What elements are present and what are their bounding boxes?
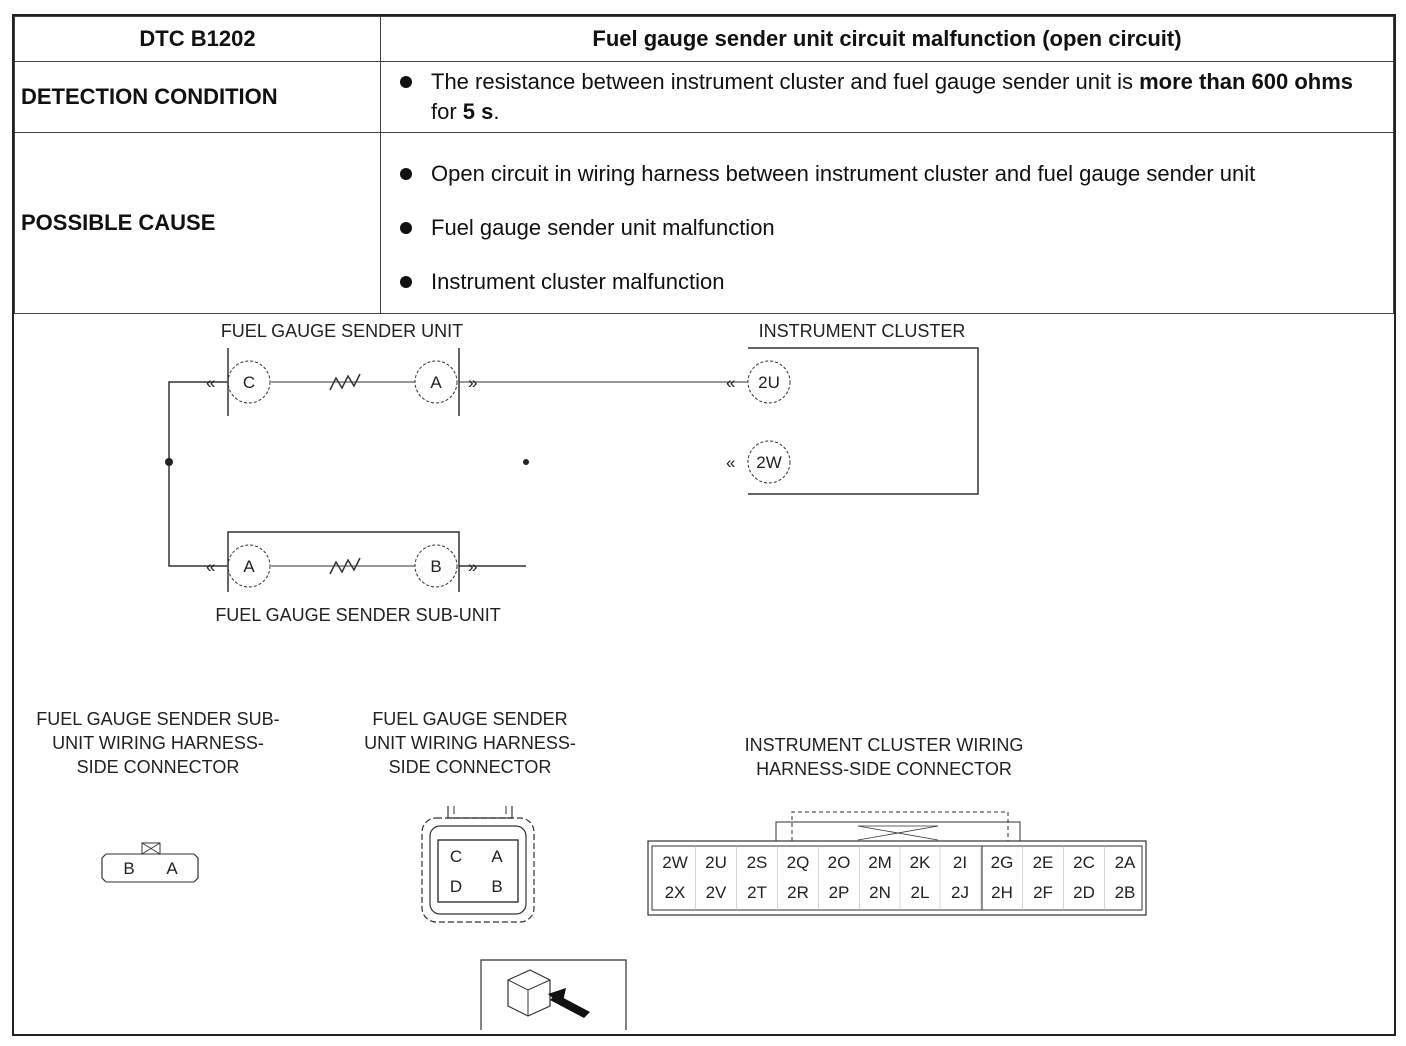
cluster-connector-pin: 2Q [786, 853, 810, 872]
cluster-connector-pin: 2F [1033, 883, 1053, 902]
chevron-left-icon: « [206, 557, 216, 576]
cause-item: Open circuit in wiring harness between instrument cluster and fuel gauge sender unit [431, 159, 1377, 189]
sender-connector-pin-c: C [449, 847, 463, 866]
cause-item: Fuel gauge sender unit malfunction [431, 213, 1377, 243]
stray-dot [523, 459, 529, 465]
sub-pin-a-label: A [243, 557, 255, 576]
cluster-label: INSTRUMENT CLUSTER [758, 321, 966, 341]
cluster-connector-title-line: HARNESS-SIDE CONNECTOR [756, 759, 1012, 779]
chevron-left-icon: « [726, 453, 736, 472]
cause-item: Instrument cluster malfunction [431, 267, 1377, 297]
detection-label: DETECTION CONDITION [15, 62, 381, 133]
cluster-connector-pin: 2O [827, 853, 851, 872]
cluster-connector-pin: 2J [951, 883, 969, 902]
cluster-pin-2w-label: 2W [756, 453, 782, 472]
chevron-left-icon: « [726, 373, 736, 392]
detection-text-b: for [431, 99, 463, 124]
dtc-code: DTC B1202 [15, 17, 381, 62]
sub-unit-label: FUEL GAUGE SENDER SUB-UNIT [215, 605, 501, 625]
sub-connector-title-line: SIDE CONNECTOR [76, 757, 240, 777]
sender-connector-pin-a: A [491, 847, 503, 866]
sender-pin-c-label: C [242, 373, 256, 392]
sender-connector-title-line: SIDE CONNECTOR [388, 757, 552, 777]
cluster-pin-2u-label: 2U [758, 373, 780, 392]
cluster-connector-pin: 2U [705, 853, 727, 872]
sender-unit-label: FUEL GAUGE SENDER UNIT [220, 321, 464, 341]
detection-bold-a: more than 600 ohms [1139, 69, 1354, 94]
cluster-connector-pin: 2M [868, 853, 892, 872]
cluster-connector-pin: 2R [787, 883, 809, 902]
cluster-connector-pin: 2I [952, 853, 968, 872]
sender-connector-pin-b: B [491, 877, 503, 896]
wire-junction-dot [165, 458, 173, 466]
cluster-connector-pin: 2N [869, 883, 891, 902]
cluster-connector-pin: 2K [909, 853, 931, 872]
sub-connector-title-line: FUEL GAUGE SENDER SUB- [36, 709, 280, 729]
sub-connector-title-line: UNIT WIRING HARNESS- [52, 733, 264, 753]
cluster-connector-pin: 2L [910, 883, 930, 902]
chevron-left-icon: « [206, 373, 216, 392]
connector-block-icon [508, 970, 550, 1016]
sender-unit-connector [422, 806, 534, 922]
cluster-connector-pin: 2V [705, 883, 727, 902]
cluster-connector-pin: 2S [746, 853, 768, 872]
cluster-connector-pin: 2W [662, 853, 688, 872]
cluster-connector-pin: 2G [990, 853, 1014, 872]
detection-bold-b: 5 s [462, 99, 494, 124]
chevron-right-icon: » [468, 557, 478, 576]
cluster-connector-pin: 2D [1073, 883, 1095, 902]
sender-unit-variable-resistor-icon [330, 374, 360, 390]
cluster-connector [648, 812, 1146, 915]
cluster-connector-pin: 2B [1114, 883, 1136, 902]
cluster-connector-pin: 2X [664, 883, 686, 902]
sender-connector-title-line: FUEL GAUGE SENDER [372, 709, 568, 729]
connector-view-inset [481, 960, 626, 1030]
cluster-connector-pin: 2A [1114, 853, 1136, 872]
sub-connector-pin-b: B [123, 859, 135, 878]
detection-text-a: The resistance between instrument cluster and fuel gauge sender unit is [431, 69, 1140, 94]
ground-loop-wire [169, 382, 228, 566]
chevron-right-icon: » [468, 373, 478, 392]
sender-connector-title-line: UNIT WIRING HARNESS- [364, 733, 576, 753]
detection-text-c: . [493, 99, 500, 124]
cluster-connector-pin: 2C [1073, 853, 1095, 872]
sub-unit-connector [102, 843, 198, 882]
sub-pin-b-label: B [430, 557, 442, 576]
cluster-connector-pin: 2E [1032, 853, 1054, 872]
cause-label: POSSIBLE CAUSE [15, 133, 381, 314]
cluster-pin-grid [662, 846, 1136, 910]
sub-unit-variable-resistor-icon [330, 558, 360, 574]
sender-connector-pin-d: D [449, 877, 463, 896]
cluster-connector-title-line: INSTRUMENT CLUSTER WIRING [744, 735, 1024, 755]
cluster-connector-pin: 2P [828, 883, 850, 902]
sender-pin-a-label: A [430, 373, 442, 392]
cluster-connector-pin: 2T [747, 883, 767, 902]
instrument-cluster-box [748, 348, 978, 494]
sub-connector-pin-a: A [166, 859, 178, 878]
dtc-title: Fuel gauge sender unit circuit malfunction (open circuit) [381, 17, 1394, 62]
cluster-connector-pin: 2H [991, 883, 1013, 902]
